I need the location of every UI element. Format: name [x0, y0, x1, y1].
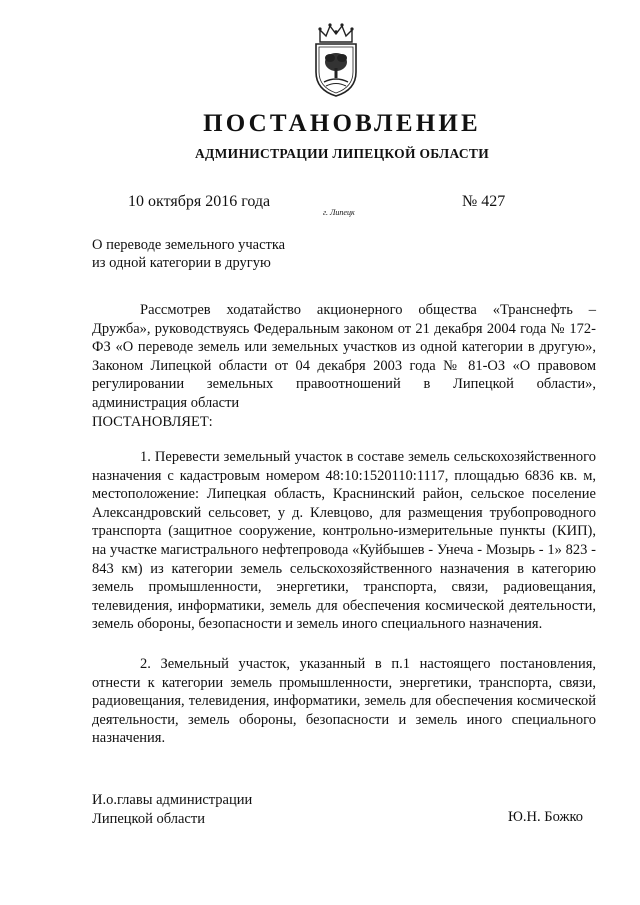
coat-of-arms-icon: [306, 22, 366, 100]
signatory-position-line: Липецкой области: [92, 810, 205, 827]
signatory-position: [92, 791, 252, 828]
document-number: № 427: [462, 193, 506, 210]
preamble-text: Рассмотрев ходатайство акционерного общества «Транснефть – Дружба», руководствуясь Федеральным законом от 21 декабря 2004 года № 172-ФЗ «О переводе земель или земельных участков из одной категории в другую», Законом Липецкой области от 04 декабря 2003 года № 81-ОЗ «О правовом регулировании земельных правоотношений в Липецкой области», администрация области: [92, 302, 596, 411]
signatory-position-line: И.о.главы администрации: [92, 792, 253, 808]
document-title: ПОСТАНОВЛЕНИЕ: [203, 110, 481, 137]
decree-item: [92, 448, 596, 634]
document-topic: [92, 236, 352, 272]
topic-line: из одной категории в другую: [92, 255, 271, 271]
document-city: г. Липецк: [323, 208, 355, 217]
preamble: [92, 301, 596, 431]
decree-item: [92, 655, 596, 748]
signatory-name: Ю.Н. Божко: [508, 809, 584, 825]
decree-item-text: 1. Перевести земельный участок в составе земель сельскохозяйственного назначения с кадастровым номером 48:10:1520110:1117, площадью 6836 кв. м, местоположение: Липецкая область, Краснинский район, сельское поселение Александровский сельсовет, у д. Клевцово, для размещения трубопроводного транспорта (защитное сооружение, контрольно-измерительные пункты (КИП), на участке магистрального нефтепровода «Куйбышев - Унеча - Мозырь - 1» 823 - 843 км) из категории земель сельскохозяйственного назначения в категорию земель промышленности, энергетики, транспорта, связи, радиовещания, телевидения, информатики, земель для обеспечения космической деятельности, земель обороны, безопасности и земель иного специального назначения.: [92, 449, 596, 633]
decree-item-text: 2. Земельный участок, указанный в п.1 настоящего постановления, отнести к категории земель промышленности, энергетики, транспорта, связи, радиовещания, телевидения, информатики, земель для обеспечения космической деятельности, земель обороны, безопасности и земель иного специального назначения.: [92, 656, 596, 747]
topic-line: О переводе земельного участка: [92, 237, 286, 253]
document-date: 10 октября 2016 года: [128, 193, 271, 210]
issuing-authority: АДМИНИСТРАЦИИ ЛИПЕЦКОЙ ОБЛАСТИ: [194, 146, 490, 161]
decree-word: ПОСТАНОВЛЯЕТ:: [92, 413, 213, 430]
